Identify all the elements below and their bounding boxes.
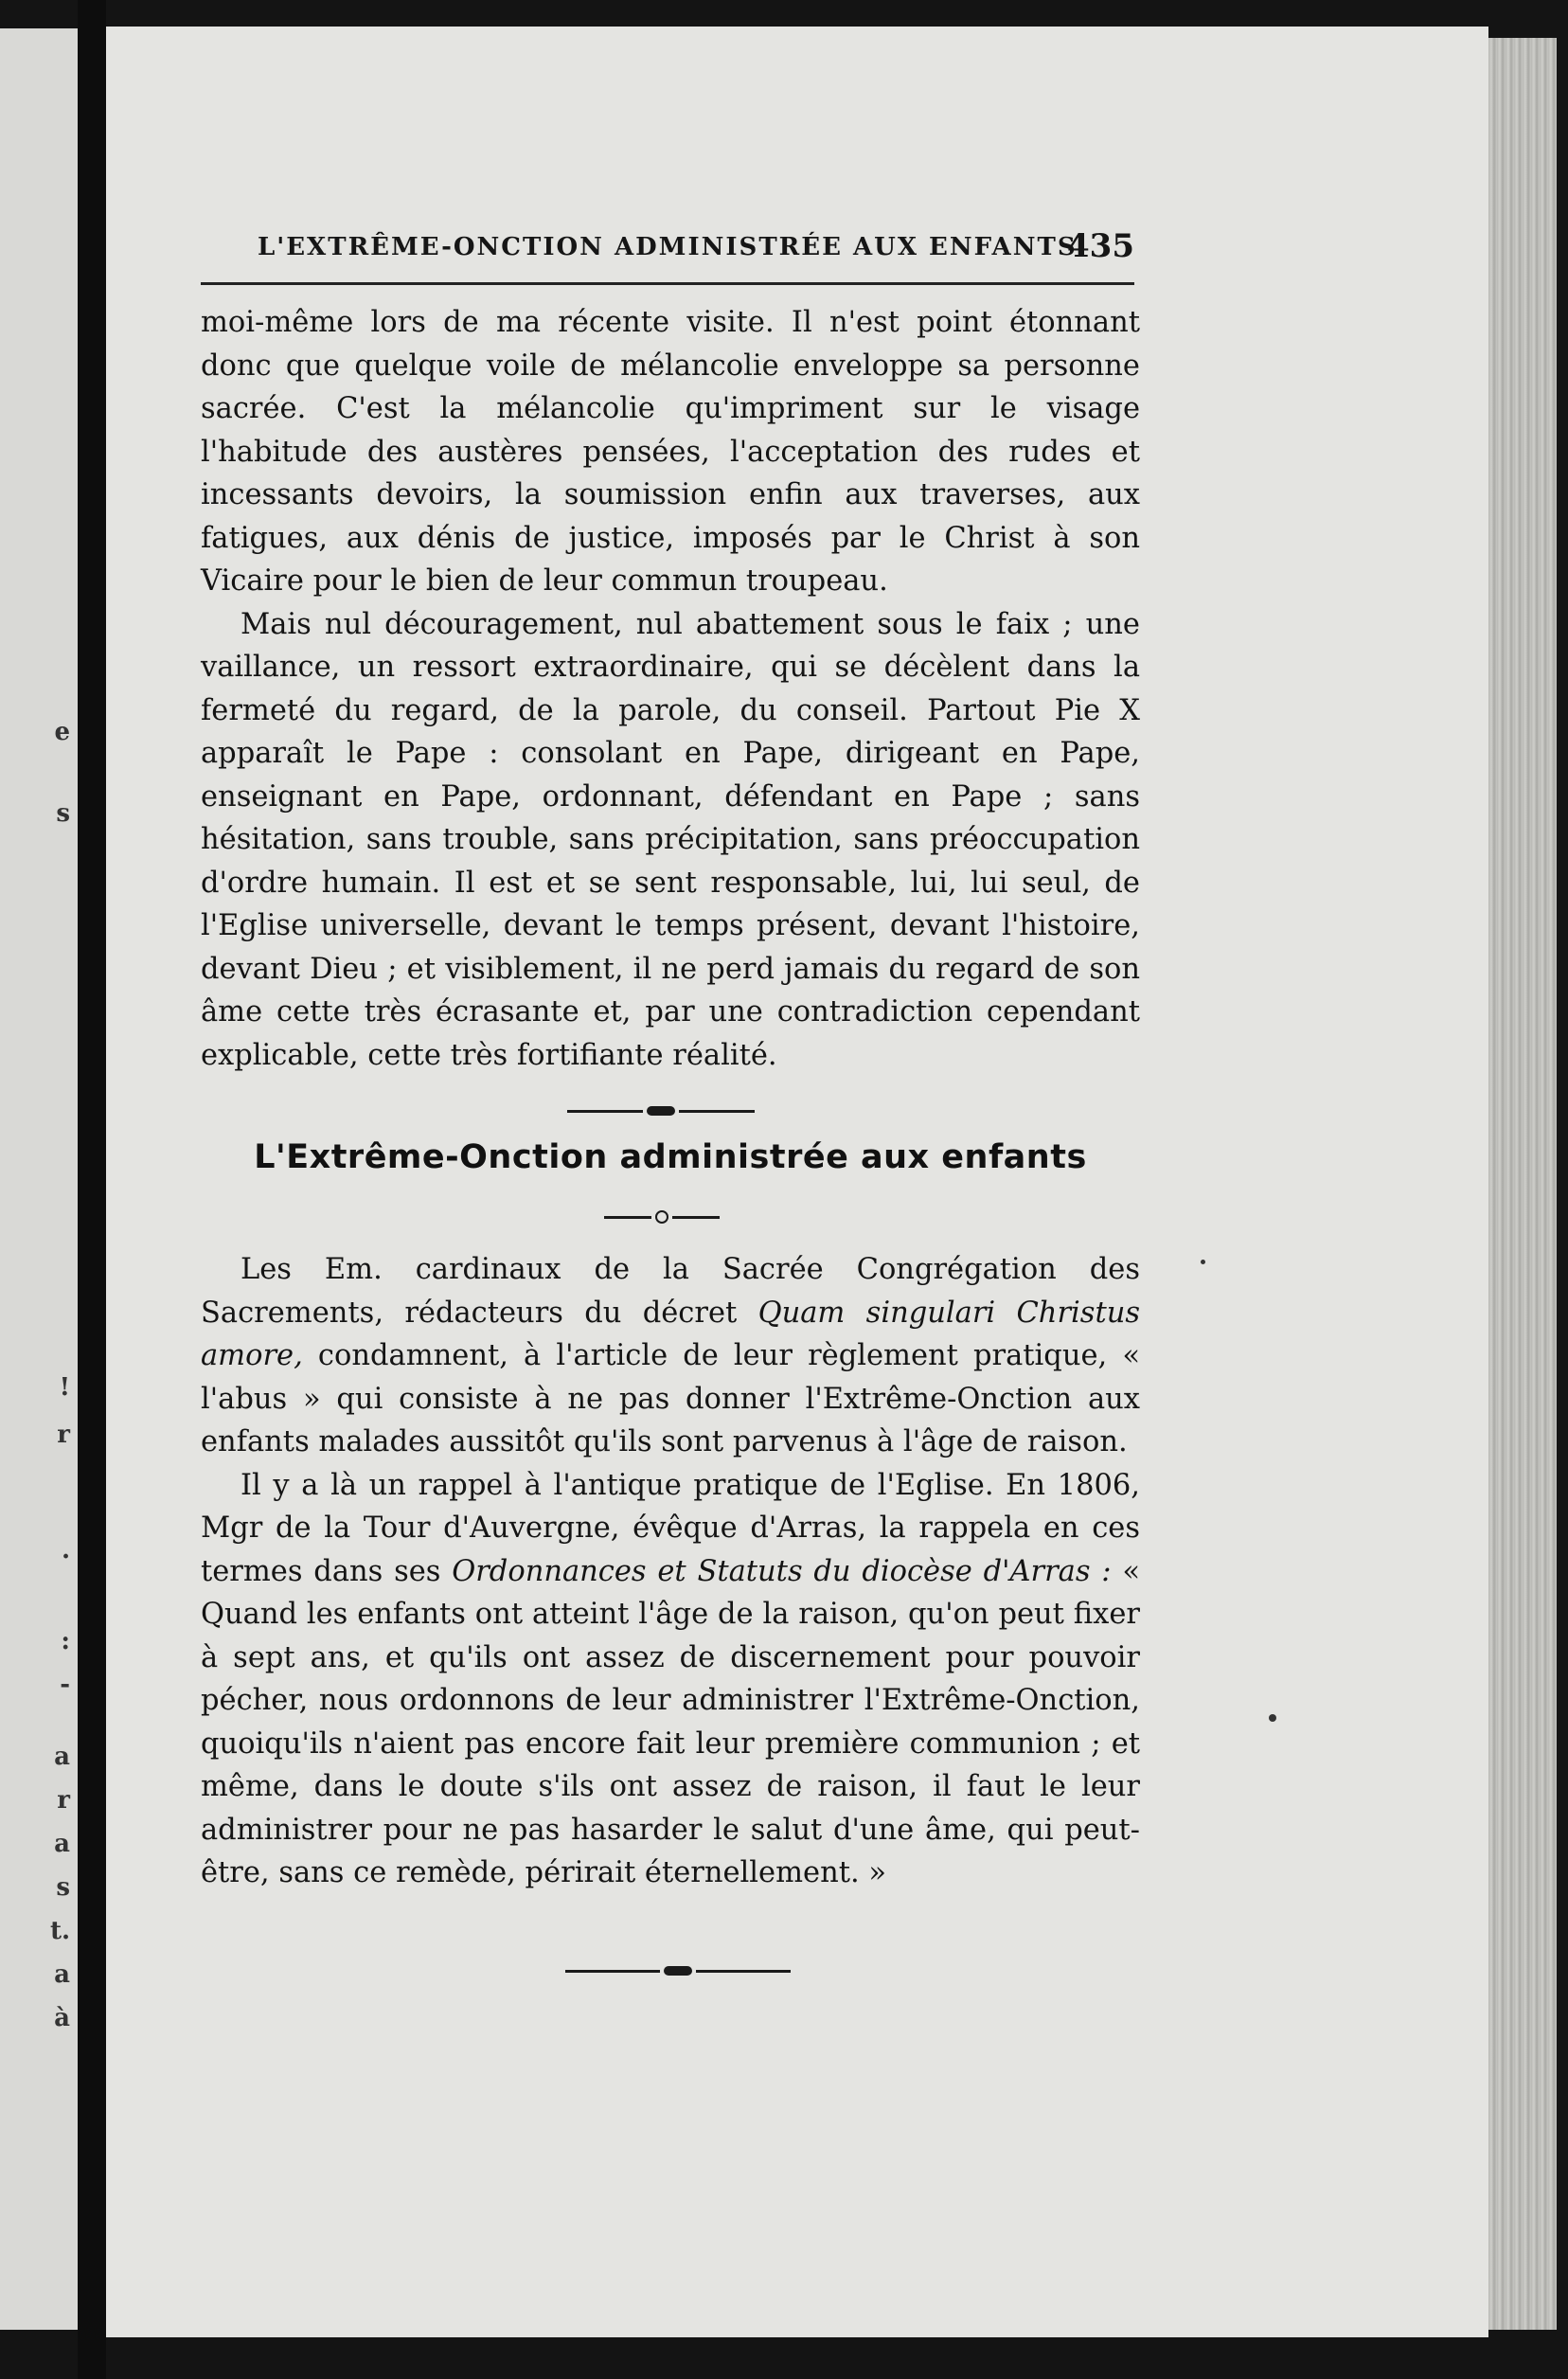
ornament-divider — [545, 1966, 811, 1976]
left-page-fragment: : — [61, 1627, 70, 1655]
left-page-fragment: e — [54, 718, 70, 746]
paragraph-text: « Quand les enfants ont atteint l'âge de la raison, qu'on peut fixer à sept ans, et qu'ils ont assez de discernement pour pouvoir pécher, nous ordonnons de leur administrer l'Extrême-Onction, quoiqu'ils n'aient pas encore fait leur première communion ; et même, dans le doute s'ils ont assez de raison, il faut le leur administrer pour ne pas hasarder le salut d'une âme, qui peut-être, sans ce remède, périrait éternellement. » — [201, 1554, 1141, 1889]
paragraph: Mais nul découragement, nul abattement sous le faix ; une vaillance, un ressort extraordinaire, qui se décèlent dans la fermeté du regard, de la parole, du conseil. Partout Pie X apparaît le Pape : consolant en Pape, dirigeant en Pape, enseignant en Pape, ordonnant, défendant en Pape ; sans hésitation, sans trouble, sans précipitation, sans préoccupation d'ordre humain. Il est et se sent responsable, lui, lui seul, de l'Eglise universelle, devant le temps présent, devant l'histoire, devant Dieu ; et visiblement, il ne perd jamais du regard de son âme cette très écrasante et, par une contradiction cependant explicable, cette très fortifiante réalité. — [201, 607, 1140, 1072]
ornament-line — [567, 1110, 643, 1113]
left-page-fragment: t. — [49, 1917, 70, 1945]
left-page-fragment: r — [57, 1786, 70, 1815]
left-page-fragment: r — [57, 1421, 70, 1449]
paragraph-text: Les Em. cardinaux de la Sacrée Congrégation des Sacrements, rédacteurs du décret — [201, 1253, 1140, 1330]
header-rule — [201, 282, 1134, 285]
paragraph: moi-même lors de ma récente visite. Il n'est point étonnant donc que quelque voile de mélancolie enveloppe sa personne sacrée. C'est la mélancolie qu'impriment sur le visage l'habitude des austères pensées, l'acceptation des rudes et incessants devoirs, la soumission enfin aux traverses, aux fatigues, aux dénis de justice, imposés par le Christ à son Vicaire pour le bien de leur commun troupeau. — [201, 306, 1140, 598]
left-page-fragment: ! — [59, 1373, 70, 1402]
ornament-divider — [600, 1210, 723, 1224]
ornament-ring — [655, 1210, 668, 1224]
ornament-divider — [557, 1106, 765, 1116]
ornament-line — [679, 1110, 755, 1113]
paragraph — [201, 1464, 1140, 1895]
body-text-block-1 — [201, 301, 1140, 1077]
ornament-line — [696, 1970, 791, 1973]
section-title: L'Extrême-Onction administrée aux enfants — [254, 1138, 1087, 1176]
ornament-knot — [647, 1106, 675, 1116]
ink-speck — [1269, 1714, 1276, 1722]
left-page-fragment: s — [56, 799, 70, 828]
paragraph — [201, 1248, 1140, 1464]
left-page-fragment: a — [54, 1960, 70, 1989]
running-title: L'EXTRÊME-ONCTION ADMINISTRÉE AUX ENFANTS — [258, 233, 1078, 261]
left-page-fragment: s — [56, 1873, 70, 1902]
page-number: 435 — [1067, 227, 1134, 265]
left-page-fragment: . — [61, 1536, 70, 1565]
ink-speck — [1201, 1260, 1205, 1264]
left-page-fragment: a — [54, 1743, 70, 1771]
ornament-knot — [664, 1966, 692, 1976]
running-header — [201, 220, 1134, 278]
ornament-line — [672, 1216, 720, 1219]
ornament-line — [604, 1216, 651, 1219]
decree-title: Quam singulari Christus amore, — [201, 1296, 1140, 1372]
book-gutter — [78, 0, 106, 2379]
left-page-fragment: à — [54, 2004, 70, 2032]
paragraph-text: Il y a là un rappel à l'antique pratique de l'Eglise. En 1806, Mgr de la Tour d'Auvergne, évêque d'Arras, la rappela en ces termes dans ses — [201, 1468, 1140, 1588]
paragraph-text: condamnent, à l'article de leur règlement pratique, « l'abus » qui consiste à ne pas donner l'Extrême-Onction aux enfants malades aussitôt qu'ils sont parvenus à l'âge de raison. — [201, 1339, 1140, 1458]
book-title: Ordonnances et Statuts du diocèse d'Arras : — [452, 1554, 1112, 1588]
left-page-edge — [0, 28, 78, 2330]
left-page-fragment: a — [54, 1830, 70, 1858]
body-text-block-2 — [201, 1248, 1140, 1895]
ornament-line — [565, 1970, 660, 1973]
left-page-fragment: - — [60, 1671, 70, 1699]
page-stack-edge — [1488, 38, 1557, 2330]
